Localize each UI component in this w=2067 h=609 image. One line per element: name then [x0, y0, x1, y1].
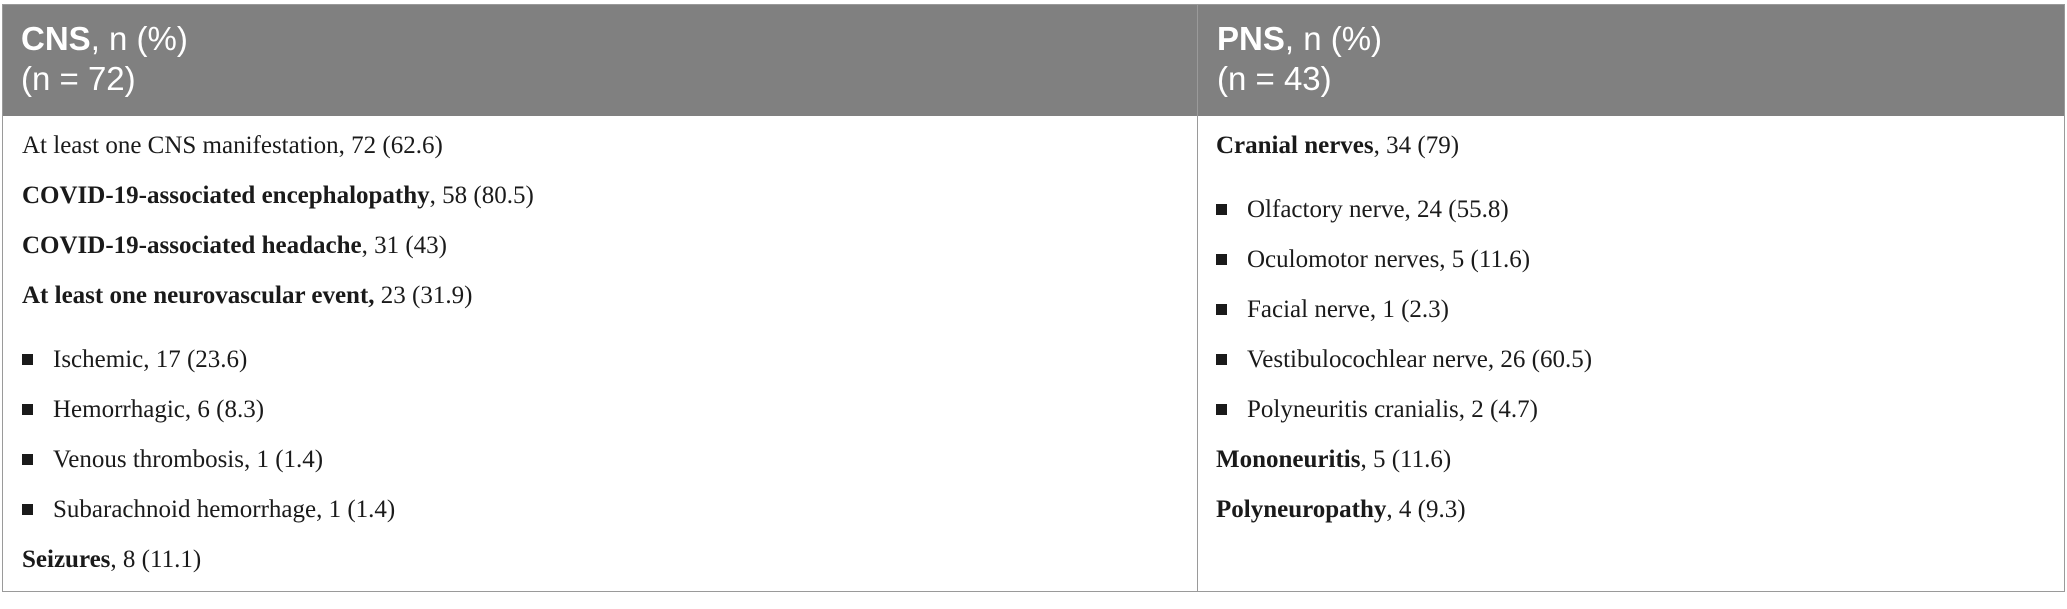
pns-bullet-facial [1216, 290, 2064, 340]
pns-polyneuritis-text: Polyneuritis cranialis, 2 (4.7) [1247, 396, 1538, 423]
cns-bullet-venous-thrombosis [22, 440, 1197, 490]
header-pns-title [1217, 19, 2046, 59]
cns-encephalopathy-label: COVID-19-associated encephalopathy [22, 182, 430, 209]
cns-headache-value: , 31 (43) [361, 232, 447, 259]
pns-facial-text: Facial nerve, 1 (2.3) [1247, 296, 1450, 323]
square-bullet-icon [22, 354, 33, 365]
header-pns [1198, 5, 2064, 116]
cns-bullet-ischemic [22, 340, 1197, 390]
pns-bullet-polyneuritis [1216, 390, 2064, 440]
cns-seizures-value: , 8 (11.1) [110, 546, 202, 573]
cns-venous-thrombosis-text: Venous thrombosis, 1 (1.4) [53, 446, 324, 473]
square-bullet-icon [22, 504, 33, 515]
cns-headache-label: COVID-19-associated headache [22, 232, 362, 259]
pns-oculomotor-text: Oculomotor nerves, 5 (11.6) [1247, 246, 1531, 273]
cns-seizures-label: Seizures [22, 546, 111, 573]
pns-cranial-nerves-label: Cranial nerves [1216, 132, 1374, 159]
cns-any-manifestation-text: At least one CNS manifestation, 72 (62.6) [22, 132, 443, 159]
square-bullet-icon [22, 404, 33, 415]
header-cns [3, 5, 1198, 116]
cns-neurovascular-value: 23 (31.9) [374, 282, 473, 309]
cns-neurovascular-event [22, 276, 1197, 340]
pns-polyneuropathy [1216, 490, 2064, 540]
pns-olfactory-text: Olfactory nerve, 24 (55.8) [1247, 196, 1509, 223]
square-bullet-icon [1216, 354, 1227, 365]
cns-column [3, 116, 1198, 591]
square-bullet-icon [1216, 304, 1227, 315]
cns-bullet-hemorrhagic [22, 390, 1197, 440]
cns-hemorrhagic-text: Hemorrhagic, 6 (8.3) [53, 396, 265, 423]
header-pns-unit: , n (%) [1284, 20, 1383, 57]
pns-cranial-nerves [1216, 126, 2064, 190]
pns-bullet-oculomotor [1216, 240, 2064, 290]
cns-bullet-subarachnoid [22, 490, 1197, 540]
cns-neurovascular-label: At least one neurovascular event, [22, 282, 375, 309]
pns-vestibulocochlear-text: Vestibulocochlear nerve, 26 (60.5) [1247, 346, 1593, 373]
cns-encephalopathy-value: , 58 (80.5) [429, 182, 534, 209]
pns-polyneuropathy-label: Polyneuropathy [1216, 496, 1387, 523]
neuro-manifestations-table [2, 4, 2065, 592]
header-pns-count: (n = 43) [1217, 60, 1332, 97]
cns-any-manifestation [22, 126, 1197, 176]
square-bullet-icon [1216, 254, 1227, 265]
header-cns-count: (n = 72) [21, 60, 136, 97]
square-bullet-icon [22, 454, 33, 465]
square-bullet-icon [1216, 404, 1227, 415]
pns-mononeuritis [1216, 440, 2064, 490]
pns-bullet-olfactory [1216, 190, 2064, 240]
table-body [3, 116, 2064, 591]
cns-subarachnoid-text: Subarachnoid hemorrhage, 1 (1.4) [53, 496, 396, 523]
table-header [3, 5, 2064, 116]
header-cns-unit: , n (%) [90, 20, 188, 57]
pns-cranial-nerves-value: , 34 (79) [1373, 132, 1460, 159]
cns-ischemic-text: Ischemic, 17 (23.6) [53, 346, 248, 373]
cns-encephalopathy [22, 176, 1197, 226]
header-cns-abbr: CNS [21, 20, 91, 57]
pns-bullet-vestibulocochlear [1216, 340, 2064, 390]
cns-seizures [22, 540, 1197, 590]
pns-column [1198, 116, 2064, 591]
header-cns-title [21, 19, 1179, 59]
header-pns-abbr: PNS [1217, 20, 1285, 57]
cns-headache [22, 226, 1197, 276]
pns-polyneuropathy-value: , 4 (9.3) [1386, 496, 1466, 523]
pns-mononeuritis-label: Mononeuritis [1216, 446, 1361, 473]
pns-mononeuritis-value: , 5 (11.6) [1360, 446, 1452, 473]
square-bullet-icon [1216, 204, 1227, 215]
